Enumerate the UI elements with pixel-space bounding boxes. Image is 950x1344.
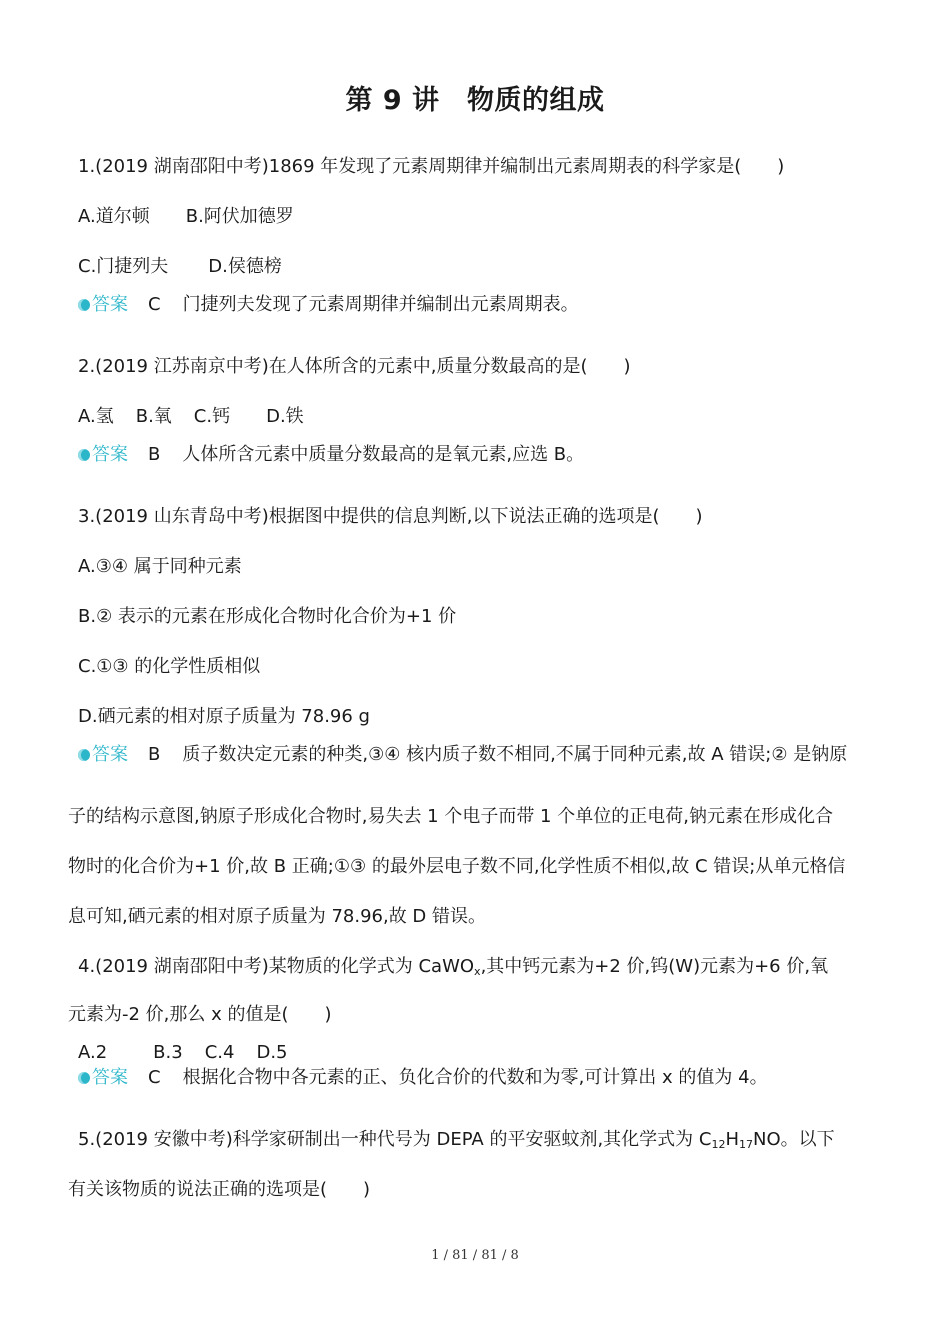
option-a: A.2 (78, 1042, 108, 1063)
answer-badge: 答案 (78, 1066, 128, 1090)
question-5-stem-continued: 有关该物质的说法正确的选项是( ) (68, 1179, 371, 1200)
question-3-answer (78, 743, 847, 767)
option-d: D.铁 (266, 406, 304, 427)
answer-explanation-continued: 息可知,硒元素的相对原子质量为 78.96,故 D 错误。 (68, 906, 486, 927)
question-2-answer (78, 443, 584, 467)
answer-explanation: 门捷列夫发现了元素周期律并编制出元素周期表。 (182, 294, 579, 315)
answer-badge: 答案 (78, 443, 128, 467)
question-4-answer (78, 1066, 768, 1090)
answer-explanation-continued: 子的结构示意图,钠原子形成化合物时,易失去 1 个电子而带 1 个单位的正电荷,钠元素在形成化合 (68, 806, 833, 827)
question-1-stem: 1.(2019 湖南邵阳中考)1869 年发现了元素周期律并编制出元素周期表的科学家是( ) (78, 156, 785, 177)
answer-badge: 答案 (78, 293, 128, 317)
answer-explanation: 根据化合物中各元素的正、负化合价的代数和为零,可计算出 x 的值为 4。 (182, 1067, 768, 1088)
answer-key: B (148, 444, 161, 465)
answer-icon (78, 449, 90, 461)
question-3-option-c: C.①③ 的化学性质相似 (78, 656, 261, 677)
page-title: 第 9 讲 物质的组成 (345, 85, 605, 116)
option-a: A.道尔顿 (78, 206, 150, 227)
option-b: B.氧 (135, 406, 172, 427)
answer-icon (78, 299, 90, 311)
answer-icon (78, 749, 90, 761)
question-4-options (78, 1041, 288, 1065)
option-c: C.钙 (193, 406, 231, 427)
question-1-answer (78, 293, 579, 317)
answer-explanation-continued: 物时的化合价为+1 价,故 B 正确;①③ 的最外层电子数不同,化学性质不相似,故 C 错误;从单元格信 (68, 856, 846, 877)
question-4-stem: 4.(2019 湖南邵阳中考)某物质的化学式为 CaWO$_x$,其中钙元素为+2 价,钨(W)元素为+6 价,氧 (78, 956, 829, 978)
answer-key: B (148, 744, 161, 765)
question-3-option-a: A.③④ 属于同种元素 (78, 556, 242, 577)
answer-badge: 答案 (78, 743, 128, 767)
question-3-option-b: B.② 表示的元素在形成化合物时化合价为+1 价 (78, 606, 457, 627)
page-footer: 1 / 81 / 81 / 8 (431, 1248, 519, 1263)
answer-explanation: 质子数决定元素的种类,③④ 核内质子数不相同,不属于同种元素,故 A 错误;② 是钠原 (182, 744, 848, 765)
answer-icon (78, 1072, 90, 1084)
question-2-options (78, 405, 304, 429)
question-4-stem-continued: 元素为-2 价,那么 x 的值是( ) (68, 1004, 332, 1025)
answer-key: C (148, 1067, 161, 1088)
question-2-stem: 2.(2019 江苏南京中考)在人体所含的元素中,质量分数最高的是( ) (78, 356, 631, 377)
option-b: B.3 (153, 1042, 183, 1063)
option-c: C.4 (204, 1042, 235, 1063)
answer-key: C (148, 294, 161, 315)
option-b: B.阿伏加德罗 (185, 206, 294, 227)
question-3-stem: 3.(2019 山东青岛中考)根据图中提供的信息判断,以下说法正确的选项是( ) (78, 506, 703, 527)
subscript-x: x (474, 965, 481, 978)
option-c: C.门捷列夫 (78, 256, 169, 277)
option-a: A.氢 (78, 406, 114, 427)
answer-explanation: 人体所含元素中质量分数最高的是氧元素,应选 B。 (182, 444, 585, 465)
question-1-options-cd (78, 255, 282, 279)
option-d: D.5 (256, 1042, 288, 1063)
question-5-stem: 5.(2019 安徽中考)科学家研制出一种代号为 DEPA 的平安驱蚊剂,其化学式为 $C_{12}H_{17}NO$。以下 (78, 1129, 835, 1151)
option-d: D.侯德榜 (208, 256, 282, 277)
question-3-option-d: D.硒元素的相对原子质量为 78.96 g (78, 706, 370, 727)
question-1-options-ab (78, 205, 294, 229)
